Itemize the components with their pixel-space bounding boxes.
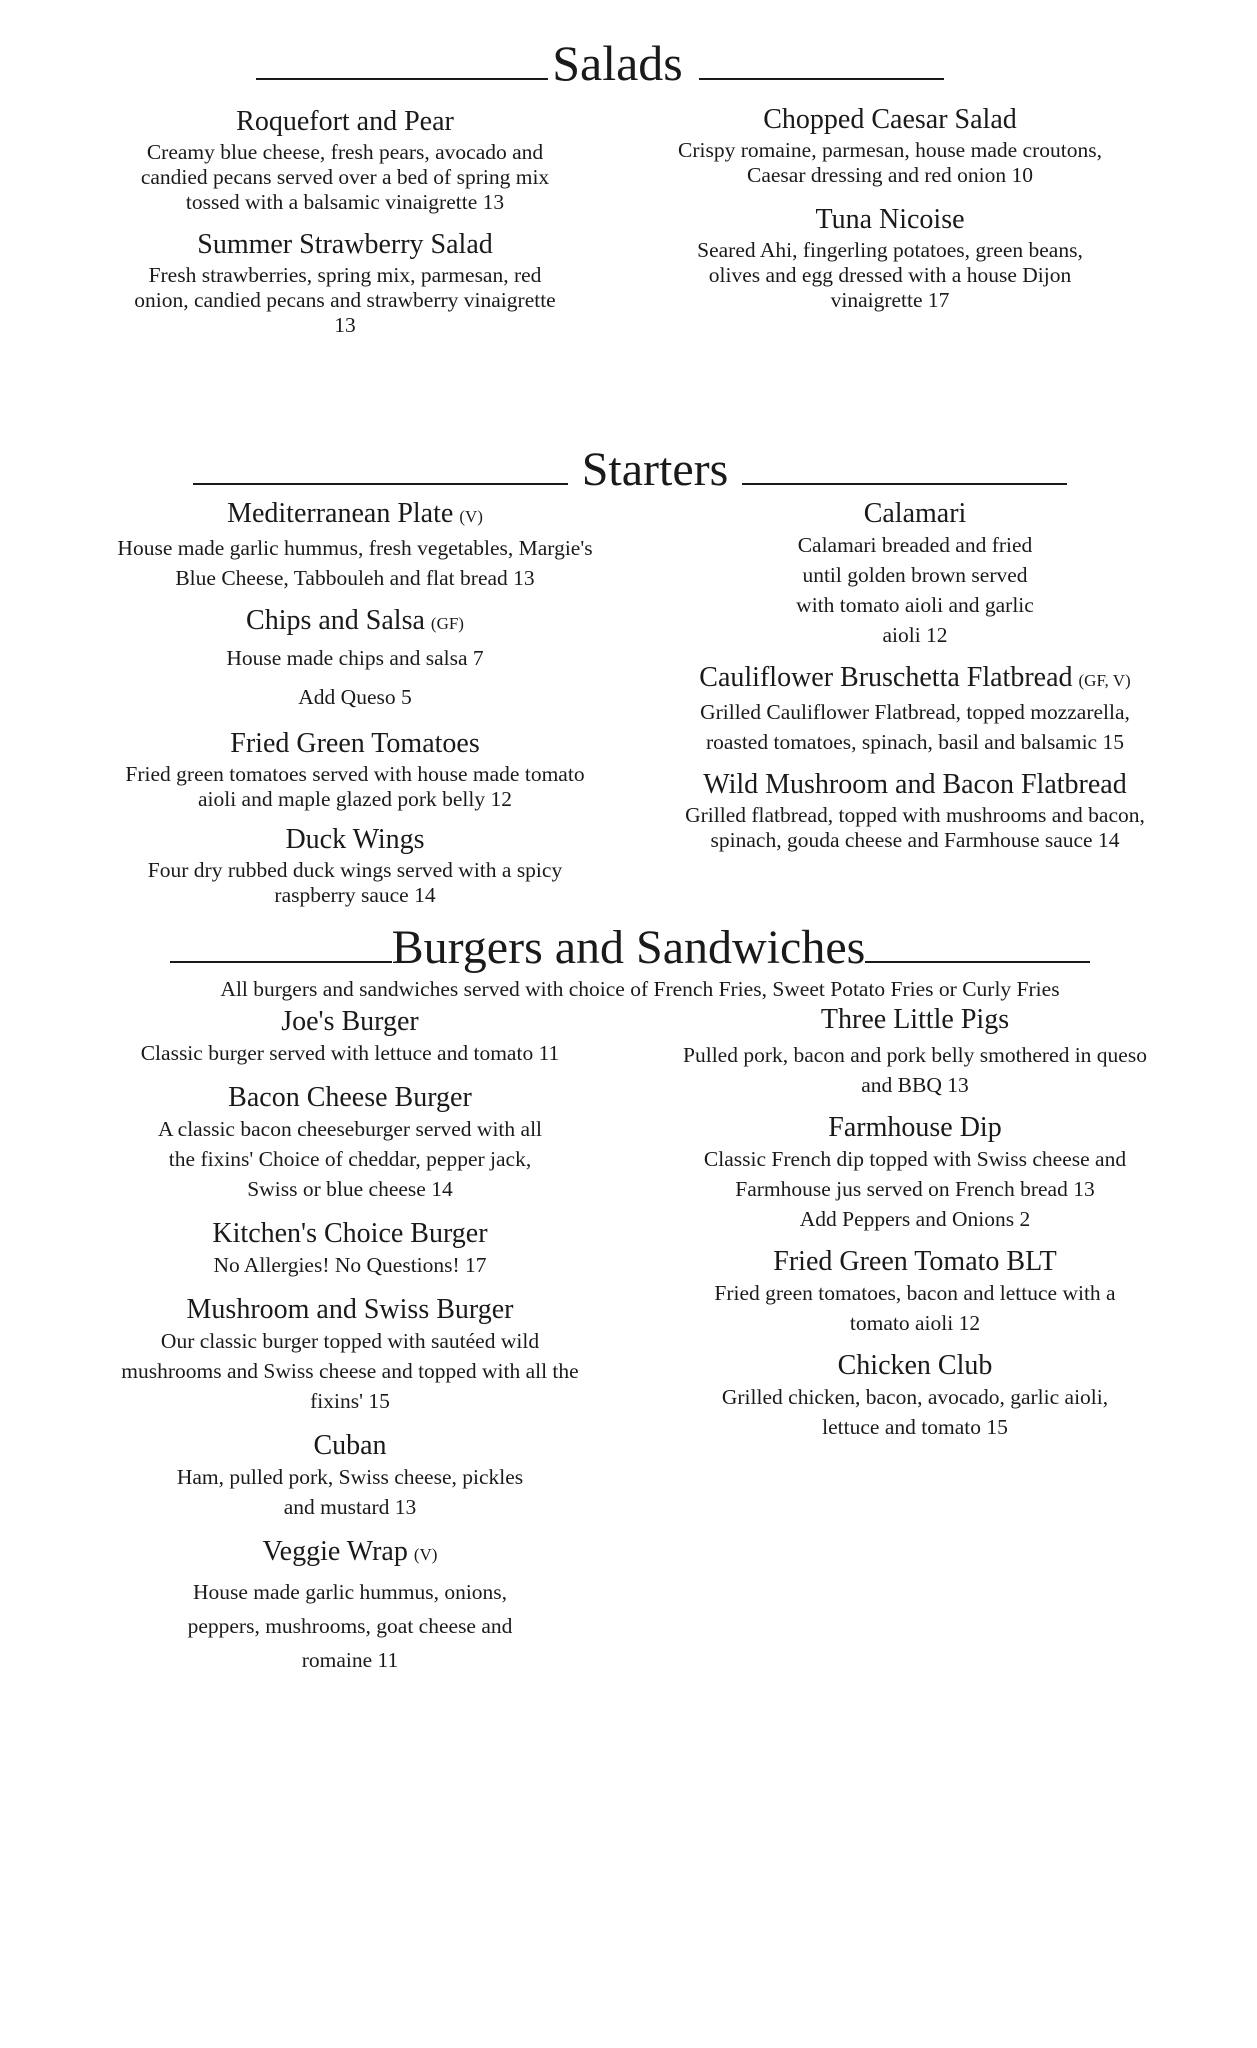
item-name: Wild Mushroom and Bacon Flatbread (703, 769, 1127, 800)
item-description: Crispy romaine, parmesan, house made croutons, Caesar dressing and red onion 10 (678, 138, 1102, 187)
item-description: Fried green tomatoes served with house made tomato aioli and maple glazed pork belly 12 (125, 762, 585, 811)
starters-title: Starters (581, 443, 729, 496)
burgers-heading (165, 921, 1095, 974)
menu-item (655, 104, 1125, 188)
item-addon: Add Peppers and Onions 2 (799, 1207, 1031, 1231)
item-name: Joe's Burger (281, 1006, 419, 1037)
item-description: Grilled Cauliflower Flatbread, topped mozzarella, roasted tomatoes, spinach, basil and balsamic 15 (700, 700, 1130, 754)
item-addon: Add Queso 5 (298, 685, 412, 709)
salads-right-column (655, 104, 1125, 313)
item-name (105, 498, 605, 533)
menu-item (110, 106, 580, 215)
item-description: Seared Ahi, fingerling potatoes, green beans, olives and egg dressed with a house Dijon vinaigrette 17 (697, 238, 1083, 312)
menu-item (665, 1004, 1165, 1100)
diet-tag: (GF, V) (1078, 671, 1131, 690)
burgers-right-column (665, 1004, 1165, 1442)
item-description: Fresh strawberries, spring mix, parmesan, red onion, candied pecans and strawberry vinaigrette 13 (134, 263, 556, 337)
item-name: Bacon Cheese Burger (228, 1082, 472, 1113)
item-description: No Allergies! No Questions! 17 (213, 1253, 487, 1277)
item-name: Chicken Club (837, 1350, 993, 1381)
item-description: A classic bacon cheeseburger served with all the fixins' Choice of cheddar, pepper jack, Swiss or blue cheese 14 (157, 1117, 543, 1201)
item-description: Our classic burger topped with sautéed wild mushrooms and Swiss cheese and topped with all the fixins' 15 (121, 1329, 579, 1413)
item-name (105, 1536, 595, 1571)
item-description: Classic burger served with lettuce and tomato 11 (140, 1041, 560, 1065)
menu-item (105, 605, 605, 710)
diet-tag: (GF) (430, 614, 464, 633)
heading-rule-left (193, 482, 568, 485)
item-name: Summer Strawberry Salad (197, 229, 493, 260)
menu-item (110, 229, 580, 338)
item-description: Creamy blue cheese, fresh pears, avocado and candied pecans served over a bed of spring mix tossed with a balsamic vinaigrette 13 (140, 140, 550, 214)
item-description: Pulled pork, bacon and pork belly smothered in queso and BBQ 13 (683, 1043, 1147, 1097)
menu-item (655, 204, 1125, 313)
menu-item (650, 769, 1180, 853)
item-description: House made garlic hummus, fresh vegetables, Margie's Blue Cheese, Tabbouleh and flat bread 13 (117, 536, 593, 590)
heading-rule-right (699, 77, 944, 80)
menu-item (650, 662, 1180, 757)
item-name (105, 605, 605, 640)
item-name: Chopped Caesar Salad (763, 104, 1017, 135)
menu-item (105, 1082, 595, 1204)
item-name: Tuna Nicoise (815, 204, 965, 235)
item-name: Fried Green Tomato BLT (773, 1246, 1057, 1277)
salads-left-column (110, 106, 580, 338)
menu-item (105, 1430, 595, 1522)
diet-tag: (V) (413, 1545, 438, 1564)
item-description: Ham, pulled pork, Swiss cheese, pickles and mustard 13 (176, 1465, 524, 1519)
starters-heading (170, 443, 1090, 496)
item-description: House made garlic hummus, onions, peppers, mushrooms, goat cheese and romaine 11 (187, 1580, 513, 1672)
heading-rule-right (742, 482, 1067, 485)
item-description: Four dry rubbed duck wings served with a spicy raspberry sauce 14 (147, 858, 563, 907)
menu-item (665, 1246, 1165, 1338)
menu-item (650, 498, 1180, 650)
item-name: Three Little Pigs (820, 1004, 1010, 1035)
diet-tag: (V) (459, 507, 483, 526)
heading-rule-left (170, 960, 392, 963)
salads-heading (250, 35, 950, 91)
item-name (650, 662, 1180, 697)
item-name: Cuban (313, 1430, 387, 1461)
starters-left-column (105, 498, 605, 908)
item-name: Duck Wings (285, 824, 425, 855)
menu-item (665, 1112, 1165, 1234)
heading-rule-left (256, 77, 548, 80)
menu-item (105, 824, 605, 908)
burgers-title: Burgers and Sandwiches (391, 921, 866, 974)
menu-item (105, 498, 605, 593)
menu-item (105, 728, 605, 812)
item-name-text: Mediterranean Plate (227, 498, 454, 529)
menu-item (665, 1350, 1165, 1442)
item-description: Classic French dip topped with Swiss cheese and Farmhouse jus served on French bread 13 (703, 1147, 1127, 1201)
item-name-text: Veggie Wrap (262, 1536, 408, 1567)
item-name: Farmhouse Dip (828, 1112, 1002, 1143)
item-description: Grilled flatbread, topped with mushrooms and bacon, spinach, gouda cheese and Farmhouse sauce 14 (685, 803, 1145, 852)
item-name-text: Chips and Salsa (246, 605, 425, 636)
item-description: Grilled chicken, bacon, avocado, garlic aioli, lettuce and tomato 15 (721, 1385, 1109, 1439)
item-description: Calamari breaded and fried until golden brown served with tomato aioli and garlic aioli 12 (796, 533, 1034, 647)
menu-item (105, 1536, 595, 1677)
burgers-left-column (105, 1006, 595, 1677)
menu-item (105, 1218, 595, 1280)
menu-item (105, 1006, 595, 1068)
burgers-subtitle: All burgers and sandwiches served with choice of French Fries, Sweet Potato Fries or Curly Fries (220, 977, 1060, 1001)
item-description: Fried green tomatoes, bacon and lettuce with a tomato aioli 12 (714, 1281, 1116, 1335)
salads-title: Salads (552, 35, 683, 91)
item-name: Mushroom and Swiss Burger (186, 1294, 514, 1325)
menu-item (105, 1294, 595, 1416)
item-name: Kitchen's Choice Burger (212, 1218, 488, 1249)
item-name: Fried Green Tomatoes (230, 728, 480, 759)
item-name-text: Cauliflower Bruschetta Flatbread (699, 662, 1073, 693)
item-name: Roquefort and Pear (236, 106, 454, 137)
item-name: Calamari (863, 498, 967, 529)
item-description: House made chips and salsa 7 (226, 646, 484, 670)
starters-right-column (650, 498, 1180, 853)
heading-rule-right (865, 960, 1090, 963)
